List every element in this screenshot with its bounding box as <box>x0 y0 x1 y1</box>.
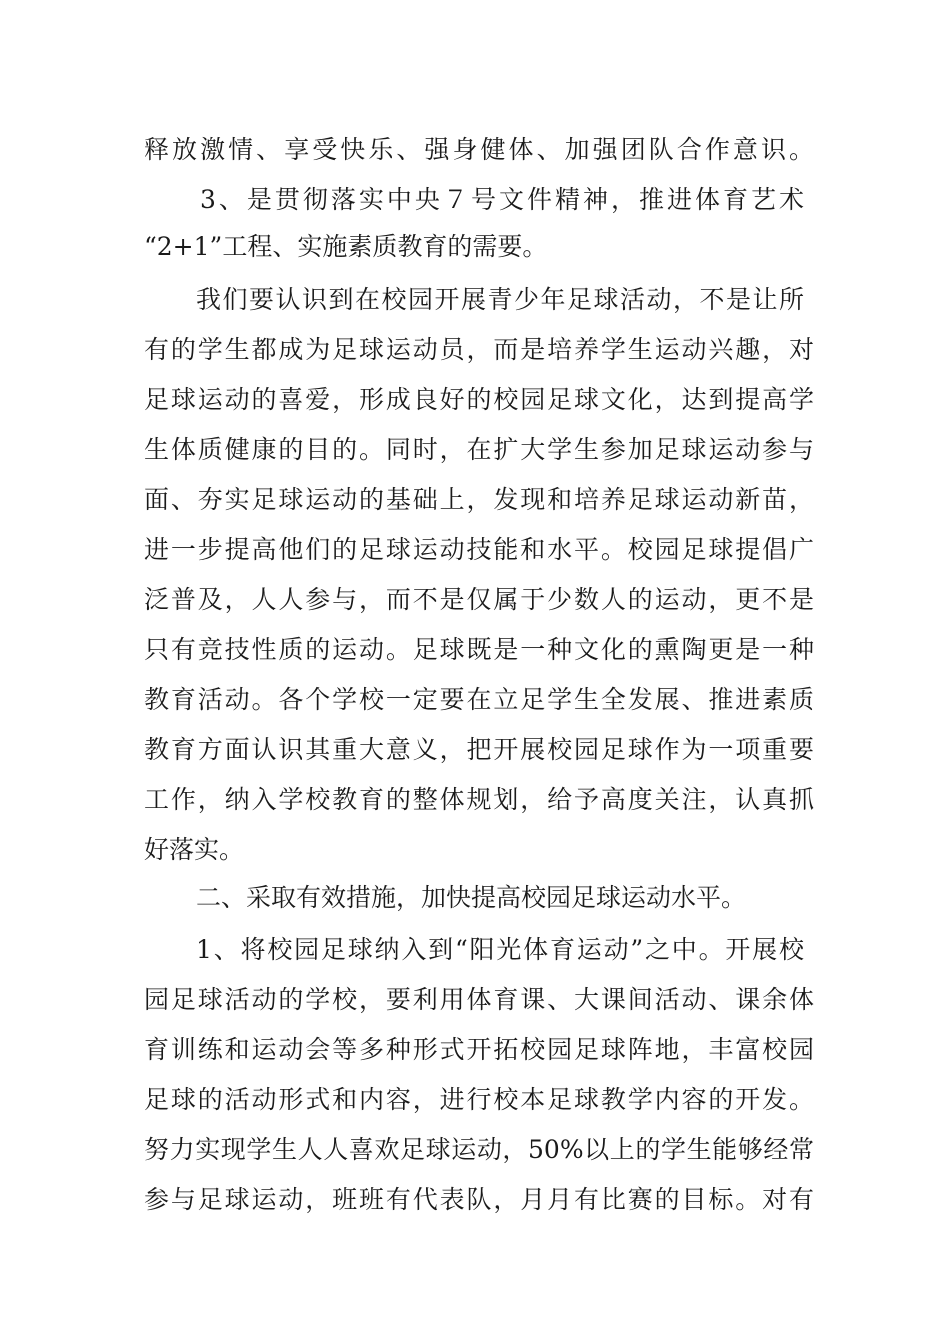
text-line: 园足球活动的学校，要利用体育课、大课间活动、课余体 <box>144 985 814 1014</box>
text-line: 教育方面认识其重大意义，把开展校园足球作为一项重要 <box>144 735 814 764</box>
text-line: 我们要认识到在校园开展青少年足球活动，不是让所 <box>196 285 804 314</box>
text-line: “2+1”工程、实施素质教育的需要。 <box>144 232 548 261</box>
text-line: 工作，纳入学校教育的整体规划，给予高度关注，认真抓 <box>144 785 814 814</box>
text-line: 好落实。 <box>144 835 245 864</box>
text-line: 进一步提高他们的足球运动技能和水平。校园足球提倡广 <box>144 535 814 564</box>
text-line: 育训练和运动会等多种形式开拓校园足球阵地，丰富校园 <box>144 1035 814 1064</box>
text-line: 足球的活动形式和内容，进行校本足球教学内容的开发。 <box>144 1085 814 1114</box>
text-line: 只有竞技性质的运动。足球既是一种文化的熏陶更是一种 <box>144 635 814 664</box>
section-heading: 二、采取有效措施，加快提高校园足球运动水平。 <box>196 883 747 912</box>
text-line: 教育活动。各个学校一定要在立足学生全发展、推进素质 <box>144 685 814 714</box>
text-line: 足球运动的喜爱，形成良好的校园足球文化，达到提高学 <box>144 385 814 414</box>
text-line: 生体质健康的目的。同时，在扩大学生参加足球运动参与 <box>144 435 814 464</box>
text-line: 参与足球运动，班班有代表队，月月有比赛的目标。对有 <box>144 1185 814 1214</box>
text-line: 1、将校园足球纳入到“阳光体育运动”之中。开展校 <box>196 935 804 964</box>
text-line: 释放激情、享受快乐、强身健体、加强团队合作意识。 <box>144 135 814 164</box>
text-line: 3、是贯彻落实中央７号文件精神，推进体育艺术 <box>200 185 804 214</box>
text-line: 泛普及，人人参与，而不是仅属于少数人的运动，更不是 <box>144 585 814 614</box>
text-line: 努力实现学生人人喜欢足球运动，50%以上的学生能够经常 <box>144 1135 814 1164</box>
text-line: 面、夯实足球运动的基础上，发现和培养足球运动新苗， <box>144 485 814 514</box>
text-line: 有的学生都成为足球运动员，而是培养学生运动兴趣，对 <box>144 335 814 364</box>
